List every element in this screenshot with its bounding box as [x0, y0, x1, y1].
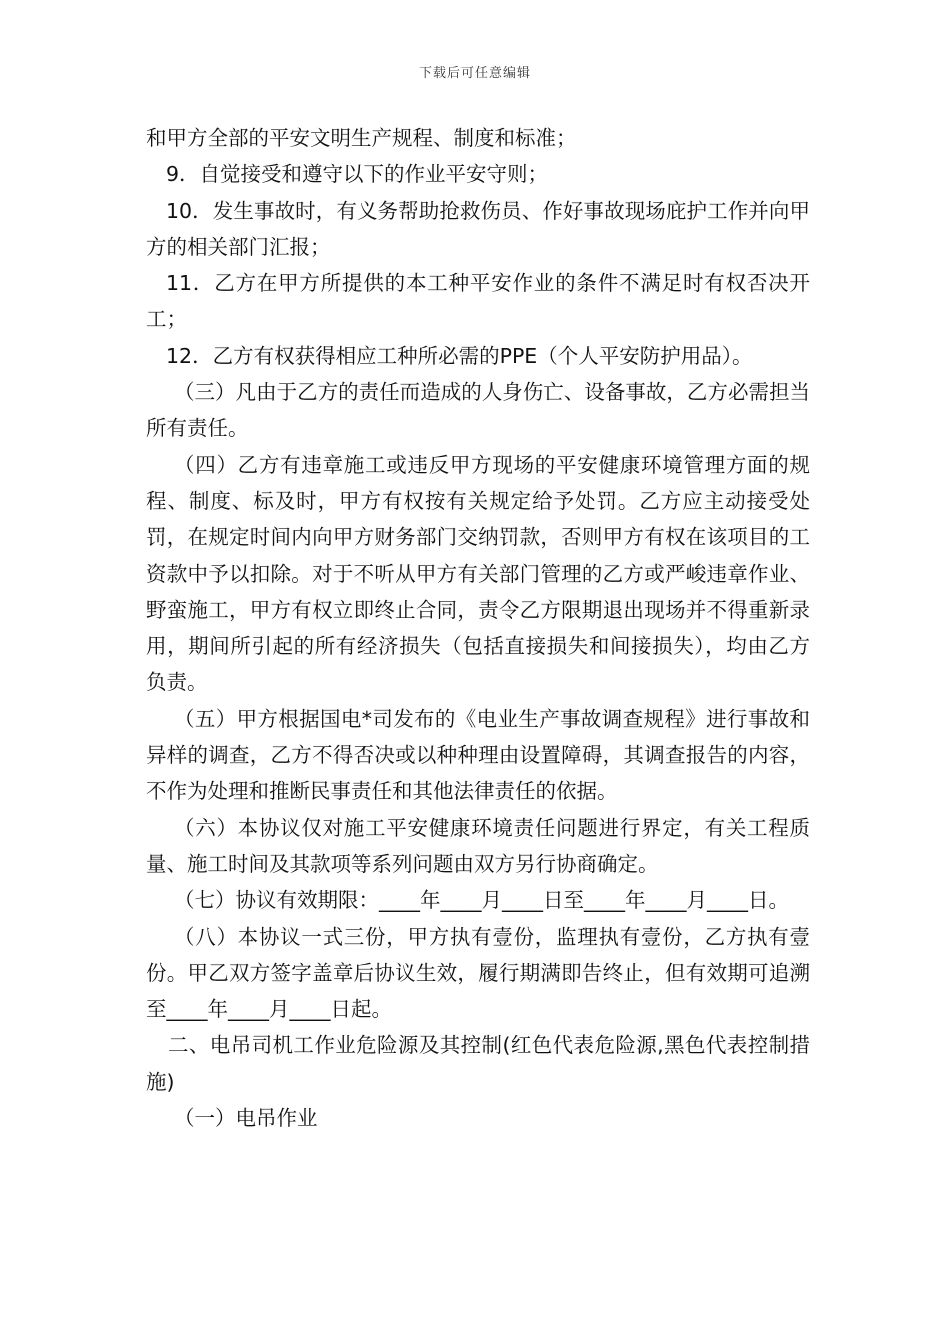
paragraph-section-4: （四）乙方有违章施工或违反甲方现场的平安健康环境管理方面的规程、制度、标及时，甲方有权按有关规定给予处罚。乙方应主动接受处罚，在规定时间内向甲方财务部门交纳罚款，否则甲方有权在该项目的工资款中予以扣除。对于不听从甲方有关部门管理的乙方或严峻违章作业、野蛮施工，甲方有权立即终止合同，责令乙方限期退出现场并不得重新录用，期间所引起的所有经济损失（包括直接损失和间接损失），均由乙方负责。 [146, 452, 810, 695]
subsection-heading-1: （一）电吊作业 [174, 1106, 318, 1131]
paragraph-section-5: （五）甲方根据国电*司发布的《电业生产事故调查规程》进行事故和异样的调查，乙方不得否决或以种种理由设置障碍，其调查报告的内容，不作为处理和推断民事责任和其他法律责任的依据。 [146, 706, 810, 804]
document-body [146, 120, 810, 1136]
paragraph-item-12: 12．乙方有权获得相应工种所必需的PPE（个人平安防护用品）。 [166, 343, 753, 368]
page-header: 下载后可任意编辑 [418, 66, 531, 81]
paragraph-section-8: （八）本协议一式三份，甲方执有壹份，监理执有壹份，乙方执有壹份。甲乙双方签字盖章后协议生效，履行期满即告终止，但有效期可追溯至____年____月____日起。 [146, 924, 810, 1022]
paragraph-section-7: （七）协议有效期限：____年____月____日至____年____月____日。 [174, 888, 789, 913]
paragraph-item-10: 10．发生事故时，有义务帮助抢救伤员、作好事故现场庇护工作并向甲方的相关部门汇报； [146, 198, 810, 259]
paragraph-item-11: 11．乙方在甲方所提供的本工种平安作业的条件不满足时有权否决开工； [146, 271, 810, 332]
paragraph-section-6: （六）本协议仅对施工平安健康环境责任问题进行界定，有关工程质量、施工时间及其款项等系列问题由双方另行协商确定。 [146, 815, 810, 876]
section-heading-2: 二、电吊司机工作业危险源及其控制(红色代表危险源,黑色代表控制措施) [146, 1033, 810, 1094]
paragraph-section-3: （三）凡由于乙方的责任而造成的人身伤亡、设备事故，乙方必需担当所有责任。 [146, 380, 810, 441]
paragraph-continuation: 和甲方全部的平安文明生产规程、制度和标准； [146, 126, 577, 150]
paragraph-item-9: 9．自觉接受和遵守以下的作业平安守则； [166, 162, 549, 187]
